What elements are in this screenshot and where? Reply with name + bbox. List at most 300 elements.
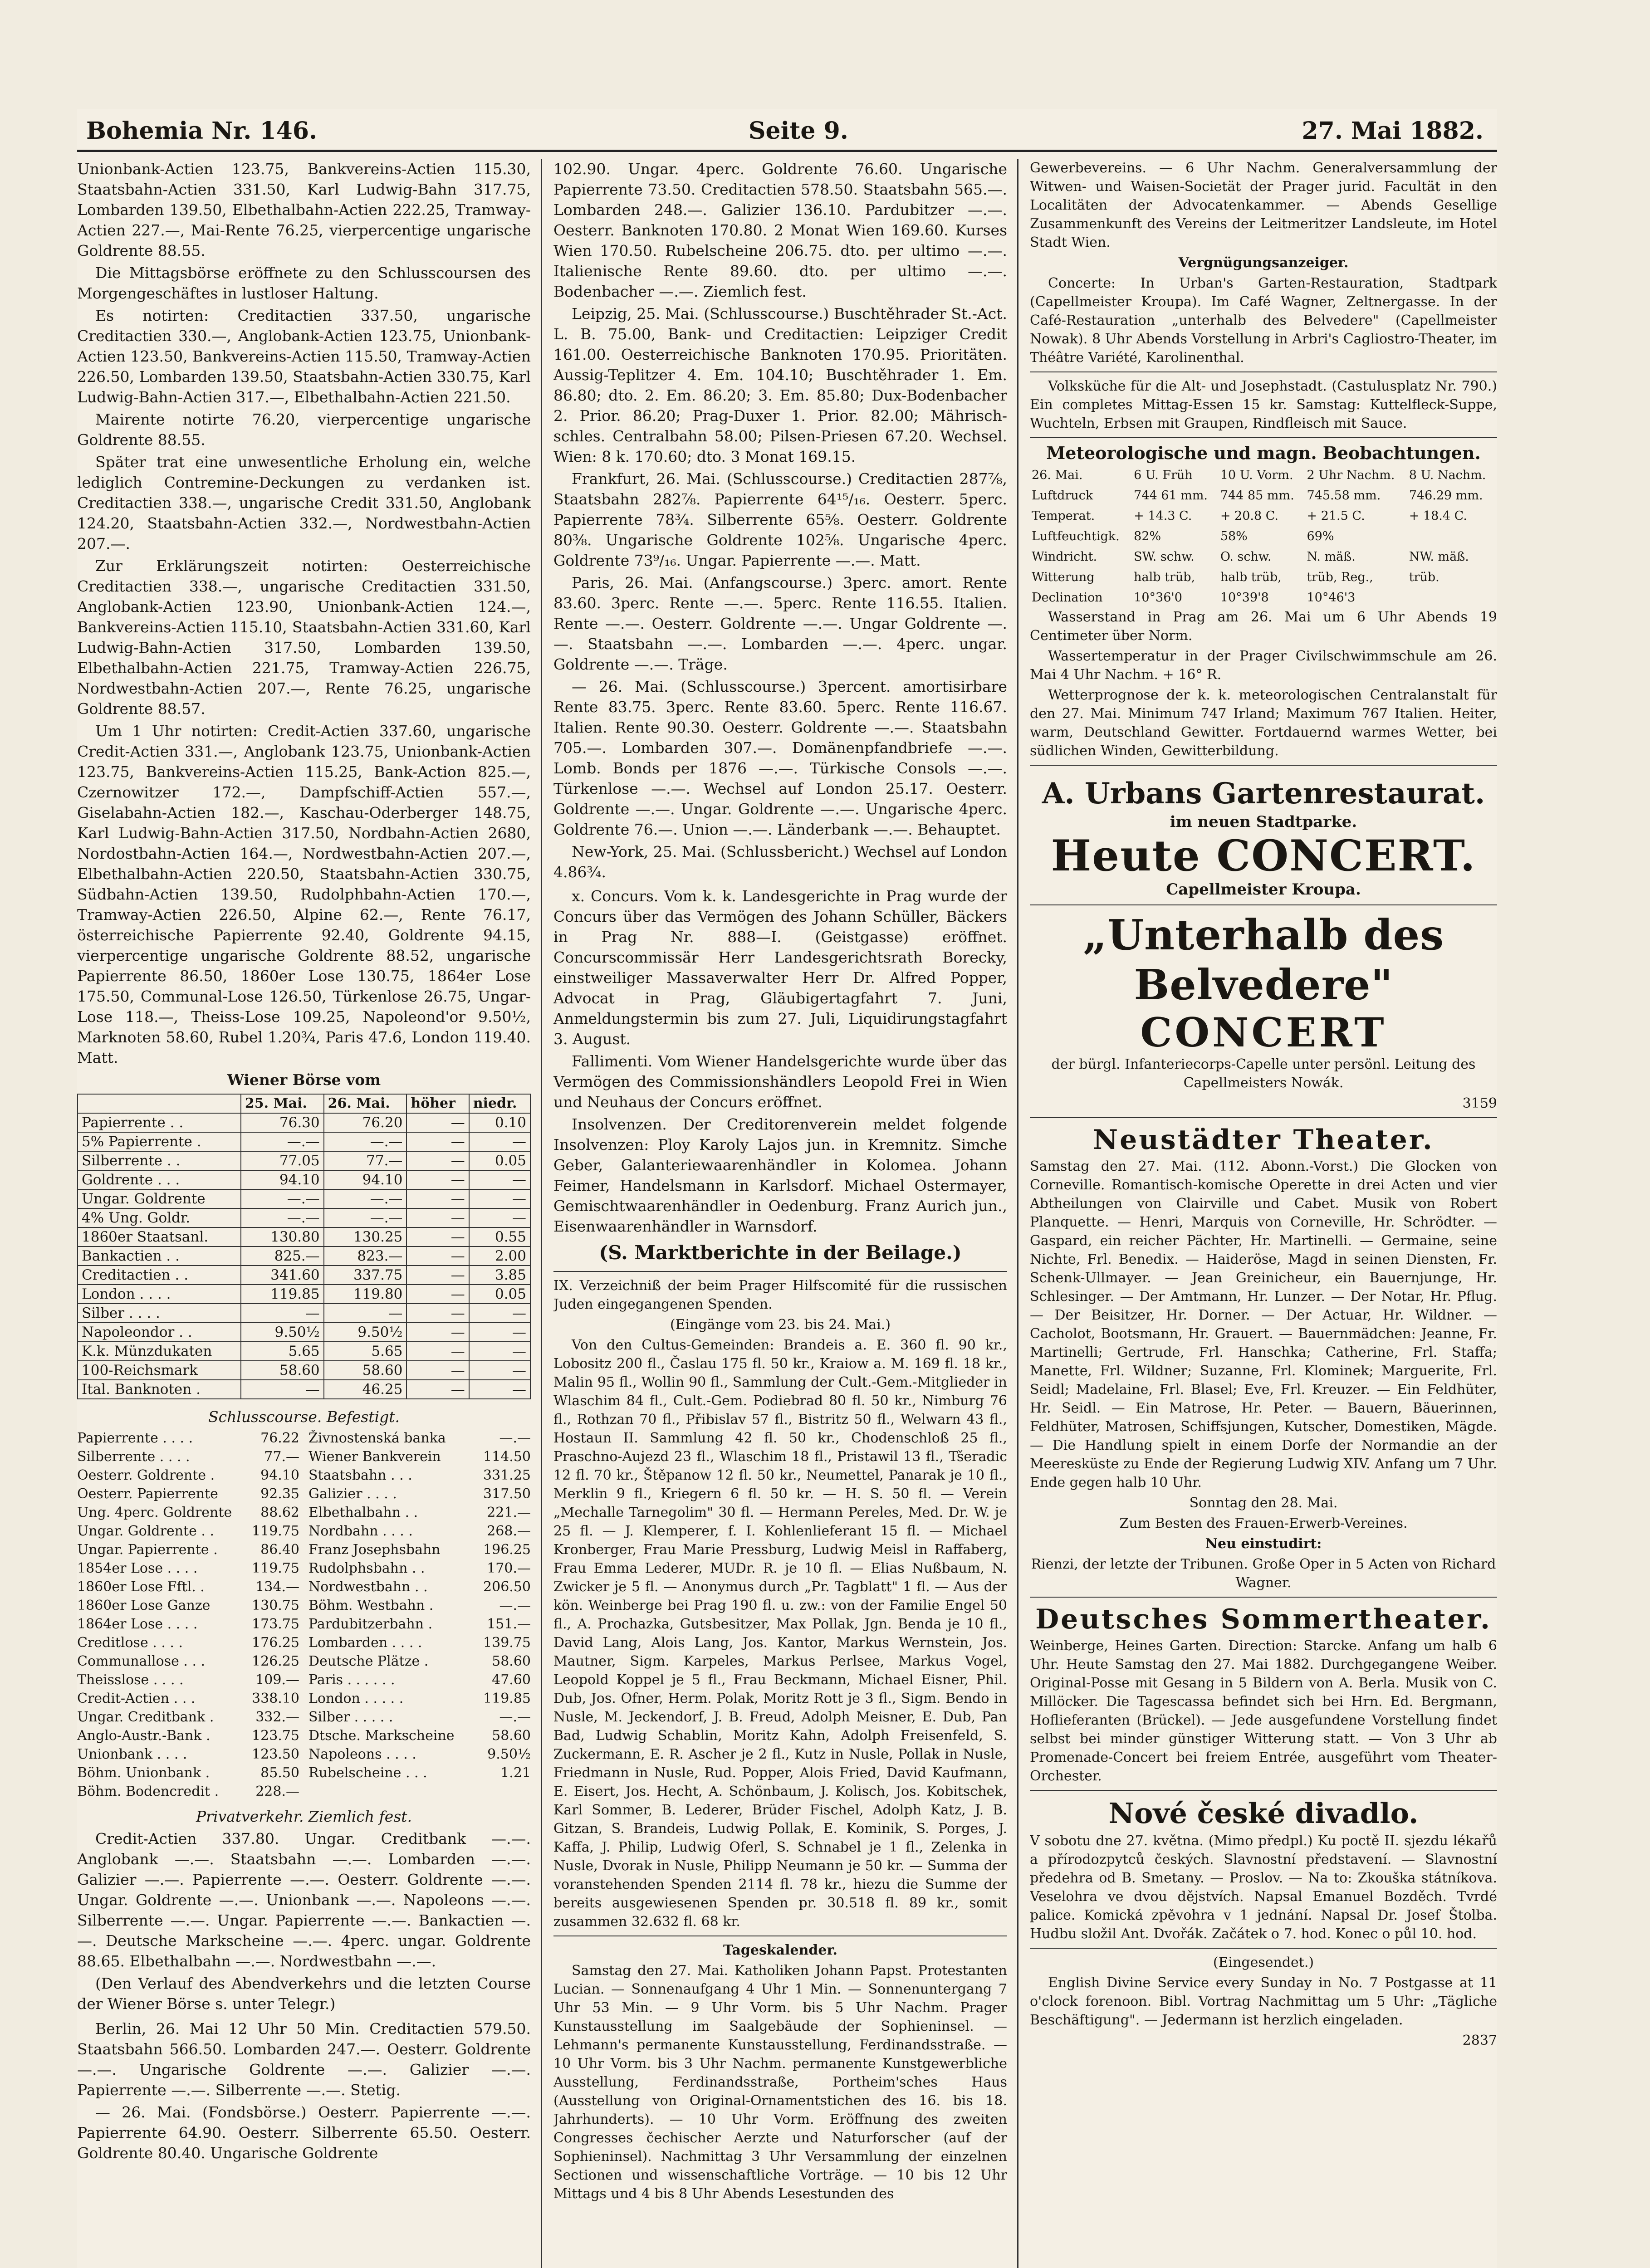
list-item-pair (308, 1764, 531, 1782)
table-cell: 5.65 (241, 1342, 324, 1361)
list-item-label: 1864er Lose . . . . (77, 1616, 198, 1632)
list-item (77, 1615, 531, 1633)
divider (1030, 1597, 1497, 1598)
table-cell: 94.10 (324, 1170, 407, 1189)
table-row (78, 1246, 530, 1266)
list-item-pair (308, 1726, 531, 1745)
table-row (78, 1361, 530, 1380)
table-row (78, 1189, 530, 1208)
list-item (77, 1689, 531, 1708)
header-page-number: Seite 9. (749, 117, 848, 145)
list-item-pair (308, 1578, 531, 1596)
table-cell: 744 61 mm. (1134, 489, 1208, 503)
table-cell: 10 U. Vorm. (1220, 468, 1293, 482)
table-row (78, 1285, 530, 1304)
text-paragraph: Frankfurt, 26. Mai. (Schlusscourse.) Creditactien 287⅞, Staatsbahn 282⅞. Papierrente 64¹⁵/₁₆. Oesterr. 5perc. Papierrente 78¾. Silberrente 65⅝. Oesterr. Goldrente 80⅜. Ungarische Goldrente 102⅝. Ungarische 4perc. Goldrente 73⁹/₁₆. Ungar. Papierrente —.—. Matt. (553, 470, 1007, 569)
list-item-pair (77, 1540, 299, 1559)
text-paragraph: Um 1 Uhr notirten: Credit-Actien 337.60, ungarische Credit-Actien 331.—, Anglobank 123.75, Unionbank-Actien 123.75, Bankvereins-Actien 115.25, Bank-Action 825.—, Czernowitzer 172.—, Dampfschiff-Actien 557.—, Giselabahn-Actien 182.—, Kaschau-Oderberger 148.75, Karl Ludwig-Bahn-Actien 317.50, Nordbahn-Actien 2680, Nordostbahn-Actien 164.—, Nordwestbahn-Actien 207.—, Elbethalbahn-Actien 220.50, Staatsbahn-Actien 330.75, Südbahn-Actien 139.50, Rudolphbahn-Actien 170.—, Tramway-Actien 226.50, Alpine 62.—, Rente 76.17, österreichische Papierrente 92.40, Goldrente 94.15, vierpercentige ungarische Goldrente 88.52, ungarische Papierrente 86.50, 1860er Lose 130.75, 1864er Lose 175.50, Communal-Lose 126.50, Türkenlose 26.75, Ungar-Lose 118.—, Theiss-Lose 109.25, Napoleond'or 9.50½, Marknoten 58.60, Rubel 1.20¾, Paris 47.6, London 119.40. Matt. (77, 722, 531, 1066)
table-cell: — (469, 1189, 530, 1208)
list-item-pair (308, 1615, 531, 1633)
table-row (78, 1227, 530, 1246)
list-item (77, 1633, 531, 1652)
meteo-table (1030, 465, 1497, 608)
list-item-label: Böhm. Unionbank . (77, 1765, 210, 1781)
table-header-cell: höher (406, 1094, 469, 1113)
table-cell: — (406, 1246, 469, 1266)
list-item-label: London . . . . . (308, 1691, 404, 1706)
list-item-value: 176.25 (252, 1635, 299, 1651)
list-item-pair (308, 1633, 531, 1652)
divider (1030, 371, 1497, 372)
table-cell: — (406, 1361, 469, 1380)
list-item-pair (308, 1503, 531, 1522)
list-item (77, 1652, 531, 1671)
divider (1030, 437, 1497, 438)
table-cell: 0.05 (469, 1151, 530, 1170)
section-title: Privatverkehr. Ziemlich fest. (196, 1808, 412, 1825)
table-cell: 119.80 (324, 1285, 407, 1304)
theater-line: Sonntag den 28. Mai. (1189, 1495, 1338, 1511)
text-paragraph: — 26. Mai. (Schlusscourse.) 3percent. amortisirbare Rente 83.75. 3perc. Rente 83.60. 5perc. Rente 116.67. Italien. Rente 90.30. Oesterr. Goldrente —.—. Staatsbahn 705.—. Lombarden 307.—. Domänenpfandbriefe —.—. Lomb. Bonds per 1876 —.—. Türkische Consols —.—. Türkenlose —.—. Wechsel auf London 25.17. Oesterr. Goldrente —.—. Ungar. Goldrente —.—. Ungarische 4perc. Goldrente 76.—. Union —.—. Länderbank —.—. Behauptet. (553, 678, 1007, 838)
ad-belvedere (1030, 910, 1497, 1113)
list-item-value: 77.— (264, 1449, 299, 1465)
list-item-value: 76.22 (260, 1430, 299, 1446)
list-item-value: 123.50 (252, 1746, 299, 1762)
list-item-label: Silberrente . . . . (77, 1449, 190, 1465)
table-cell: —.— (241, 1189, 324, 1208)
table-row (1030, 567, 1497, 587)
list-item-value: 119.75 (252, 1560, 299, 1576)
list-item-value: 139.75 (483, 1635, 531, 1651)
table-row (1030, 587, 1497, 608)
ad-number: 3159 (1462, 1095, 1497, 1111)
section-title: IX. Verzeichniß der beim Prager Hilfscomité für die russischen Juden eingegangenen Spenden. (553, 1278, 1007, 1312)
list-item-value: 317.50 (483, 1486, 531, 1502)
list-item-label: Oesterr. Papierrente (77, 1486, 218, 1502)
table-cell: — (469, 1208, 530, 1227)
list-item-value: 126.25 (252, 1653, 299, 1669)
theater-line: Zum Besten des Frauen-Erwerb-Vereines. (1119, 1515, 1408, 1531)
table-cell: — (469, 1342, 530, 1361)
list-item (77, 1745, 531, 1764)
list-item-label: Dtsche. Markscheine (308, 1728, 455, 1744)
list-item (77, 1522, 531, 1540)
list-item-label: Creditlose . . . . (77, 1635, 183, 1651)
table-cell: trüb, Reg., (1307, 570, 1373, 584)
list-item-label: 1854er Lose . . . . (77, 1560, 198, 1576)
table-cell: Ital. Banknoten . (78, 1380, 241, 1399)
eingesendet-text: English Divine Service every Sunday in No. 7 Postgasse at 11 o'clock forenoon. Bibl. Vortrag Nachmittag um 5 Uhr: „Tägliche Beschäftigung". — Jedermann ist herzlich eingeladen. (1030, 1975, 1497, 2028)
text-paragraph: 102.90. Ungar. 4perc. Goldrente 76.60. Ungarische Papierrente 73.50. Creditactien 578.50. Staatsbahn 565.—. Lombarden 248.—. Galizier 136.10. Pardubitzer —.—. Oesterr. Banknoten 170.80. 2 Monat Wien 169.60. Kurses Wien 170.50. Rubelscheine 206.75. dto. per ultimo —.—. Italienische Rente 89.60. dto. per ultimo —.—. Bodenbacher —.—. Ziemlich fest. (553, 160, 1007, 300)
section-subtitle: (Eingänge vom 23. bis 24. Mai.) (670, 1317, 891, 1333)
table-cell: 130.25 (324, 1227, 407, 1246)
list-item-value: —.— (499, 1430, 531, 1446)
table-cell: — (406, 1151, 469, 1170)
table-cell: Silber . . . . (78, 1304, 241, 1323)
table-cell: London . . . . (78, 1285, 241, 1304)
table-cell: — (469, 1132, 530, 1151)
table-cell: —.— (324, 1189, 407, 1208)
list-item-label: Lombarden . . . . (308, 1635, 422, 1651)
list-item-label: Nordbahn . . . . (308, 1523, 413, 1539)
list-item (77, 1503, 531, 1522)
table-row (78, 1132, 530, 1151)
section-title: Tageskalender. (723, 1942, 837, 1958)
table-cell: Napoleondor . . (78, 1323, 241, 1342)
section-title: Meteorologische und magn. Beobachtungen. (1046, 443, 1481, 463)
table-cell: 58.60 (324, 1361, 407, 1380)
table-cell: 5.65 (324, 1342, 407, 1361)
list-item-label: Deutsche Plätze . (308, 1653, 429, 1669)
table-body (78, 1113, 530, 1399)
list-item-pair (308, 1671, 531, 1689)
ad-urban-title: A. Urbans Gartenrestaurat. (1042, 777, 1485, 811)
ad-number: 2837 (1462, 2033, 1497, 2048)
list-item-label: Böhm. Westbahn . (308, 1598, 434, 1613)
list-item-pair (308, 1745, 531, 1764)
newspaper-page (77, 109, 1497, 2268)
table-cell: 10°36'0 (1134, 591, 1182, 605)
table-cell: —.— (241, 1132, 324, 1151)
table-row (78, 1342, 530, 1361)
list-item-value: 88.62 (260, 1505, 299, 1520)
list-item-pair (77, 1596, 299, 1615)
table-cell: — (469, 1380, 530, 1399)
eingesendet-title: (Eingesendet.) (1213, 1955, 1314, 1970)
list-item-value: 47.60 (492, 1672, 531, 1688)
text-paragraph: Concerte: In Urban's Garten-Restauration, Stadtpark (Capellmeister Kroupa). Im Café Wagner, Zeltnergasse. In der Café-Restauration „unterhalb des Belvedere" (Capellmeister Nowak). 8 Uhr Abends Vorstellung in Arbri's Cagliostro-Theater, im Théâtre Variété, Karolinenthal. (1030, 275, 1497, 366)
list-item-value: 338.10 (252, 1691, 299, 1706)
text-paragraph: Gewerbevereins. — 6 Uhr Nachm. Generalversammlung der Witwen- und Waisen-Societät der Prager jurid. Facultät in den Localitäten der Advocatenkammer. — Abends Gesellige Zusammenkunft des Vereins der Leitmeritzer Landsleute, im Hotel Stadt Wien. (1030, 160, 1497, 250)
list-item (77, 1485, 531, 1503)
text-paragraph: Berlin, 26. Mai 12 Uhr 50 Min. Creditactien 579.50. Staatsbahn 566.50. Lombarden 247.—. Oesterr. Goldrente —.—. Ungarische Goldrente —.—. Galizier —.—. Papierrente —.—. Silberrente —.—. Stetig. (77, 2020, 531, 2099)
list-item-label: Galizier . . . . (308, 1486, 397, 1502)
table-cell: 82% (1134, 529, 1161, 543)
list-item-pair (77, 1633, 299, 1652)
list-item-pair (308, 1708, 531, 1726)
table-cell: SW. schw. (1134, 550, 1195, 564)
list-item-value: 123.75 (252, 1728, 299, 1744)
table-cell: —.— (241, 1208, 324, 1227)
divider (1030, 1117, 1497, 1118)
list-item-label: Ungar. Goldrente . . (77, 1523, 215, 1539)
list-item-pair (308, 1522, 531, 1540)
table-cell: —.— (324, 1132, 407, 1151)
table-header-cell: 25. Mai. (241, 1094, 324, 1113)
list-item-pair (77, 1764, 299, 1782)
list-item-label: Elbethalbahn . . (308, 1505, 418, 1520)
table-cell: — (469, 1323, 530, 1342)
table-cell: — (406, 1304, 469, 1323)
sommer-theater-title: Deutsches Sommertheater. (1035, 1603, 1492, 1635)
text-paragraph: Mairente notirte 76.20, vierpercentige ungarische Goldrente 88.55. (77, 411, 531, 449)
table-cell: + 20.8 C. (1220, 509, 1279, 523)
list-item-value: 332.— (255, 1709, 299, 1725)
text-paragraph: Insolvenzen. Der Creditorenverein meldet folgende Insolvenzen: Ploy Karoly Lajos jun. in Kremnitz. Simche Geber, Galanteriewaarenhändler in Kolomea. Johann Feimer, Handelsmann in Karlsdorf. Michael Ostermayer, Gemischtwaarenhändler in Oedenburg. Franz Aurich jun., Eisenwaarenhändler in Warnsdorf. (553, 1115, 1007, 1235)
list-item-label: Živnostenská banka (308, 1430, 446, 1446)
list-item-value: 119.85 (483, 1691, 531, 1706)
table-cell: —.— (324, 1208, 407, 1227)
list-item-value: 85.50 (260, 1765, 299, 1781)
list-item-value: —.— (499, 1598, 531, 1613)
table-header-cell: niedr. (469, 1094, 530, 1113)
table-cell: 46.25 (324, 1380, 407, 1399)
table-cell: — (324, 1304, 407, 1323)
table-cell: + 14.3 C. (1134, 509, 1192, 523)
table-cell: 69% (1307, 529, 1334, 543)
table-cell: 26. Mai. (1032, 468, 1083, 482)
list-item-label: Oesterr. Goldrente . (77, 1467, 215, 1483)
list-item-pair (308, 1485, 531, 1503)
list-item-label: Pardubitzerbahn . (308, 1616, 433, 1632)
schluss-list (77, 1429, 531, 1801)
list-item-label: 1860er Lose Fftl. . (77, 1579, 205, 1595)
table-cell: + 18.4 C. (1409, 509, 1467, 523)
table-cell: 77.— (324, 1151, 407, 1170)
text-paragraph: x. Concurs. Vom k. k. Landesgerichte in Prag wurde der Concurs über das Vermögen des Johann Schüller, Bäckers in Prag Nr. 888—I. (Geistgasse) eröffnet. Concurscommissär Herr Landesgerichtsrath Borecky, einstweiliger Massaverwalter Herr Dr. Alfred Popper, Advocat in Prag, Gläubigertagfahrt 7. Juni, Anmeldungstermin bis zum 27. Juli, Liquidirungstagfahrt 3. August. (553, 887, 1007, 1048)
list-item-label: Papierrente . . . . (77, 1430, 193, 1446)
list-item-value: 331.25 (483, 1467, 531, 1483)
ad-urban-subtitle: im neuen Stadtparke. (1170, 813, 1357, 831)
text-paragraph: (Den Verlauf des Abendverkehrs und die letzten Course der Wiener Börse s. unter Telegr.) (77, 1975, 531, 2013)
column-rule (1017, 159, 1018, 2268)
text-paragraph: Später trat eine unwesentliche Erholung ein, welche lediglich Contremine-Deckungen zu verdanken ist. Creditactien 338.—, ungarische Credit 331.50, Anglobank 124.20, Staatsbahn-Actien 332.—, Nordwestbahn-Actien 207.—. (77, 453, 531, 552)
text-paragraph: Die Mittagsbörse eröffnete zu den Schlusscoursen des Morgengeschäftes in lustloser Haltung. (77, 264, 531, 302)
table-row (1030, 506, 1497, 526)
ad-urban-concert: Heute CONCERT. (1051, 831, 1476, 881)
table-cell: Windricht. (1032, 550, 1097, 564)
list-item-label: Napoleons . . . . (308, 1746, 416, 1762)
list-item (77, 1540, 531, 1559)
table-cell: 5% Papierrente . (78, 1132, 241, 1151)
divider (553, 1271, 1007, 1272)
list-item-value: 151.— (487, 1616, 531, 1632)
table-cell: — (406, 1342, 469, 1361)
list-item-value: 58.60 (492, 1653, 531, 1669)
ad-belvedere-text: der bürgl. Infanteriecorps-Capelle unter persönl. Leitung des Capellmeisters Nowák. (1051, 1056, 1476, 1091)
section-title: Schlusscourse. Befestigt. (208, 1408, 400, 1426)
table-cell: 76.30 (241, 1113, 324, 1132)
list-item-pair (308, 1689, 531, 1708)
table-cell: 2 Uhr Nachm. (1307, 468, 1395, 482)
table-cell (1407, 587, 1497, 608)
table-cell: 0.05 (469, 1285, 530, 1304)
table-cell: — (241, 1380, 324, 1399)
list-item-pair (308, 1466, 531, 1485)
table-cell: Witterung (1032, 570, 1095, 584)
list-item-value: 268.— (487, 1523, 531, 1539)
table-cell: — (469, 1170, 530, 1189)
divider (1030, 765, 1497, 766)
list-item-pair (77, 1671, 299, 1689)
table-cell: 58.60 (241, 1361, 324, 1380)
list-item-pair (77, 1522, 299, 1540)
table-cell: 744 85 mm. (1220, 489, 1294, 503)
list-item-pair (77, 1726, 299, 1745)
table-cell: 0.55 (469, 1227, 530, 1246)
table-title: Wiener Börse vom (227, 1071, 381, 1089)
table-cell: 746.29 mm. (1409, 489, 1483, 503)
table-cell: 341.60 (241, 1266, 324, 1285)
list-item-label: Rudolphsbahn . . (308, 1560, 425, 1576)
list-item-pair (77, 1652, 299, 1671)
table-cell: — (406, 1208, 469, 1227)
list-item (77, 1578, 531, 1596)
table-cell: Goldrente . . . (78, 1170, 241, 1189)
text-paragraph: Unionbank-Actien 123.75, Bankvereins-Actien 115.30, Staatsbahn-Actien 331.50, Karl Ludwig-Bahn 317.75, Lombarden 139.50, Elbethalbahn-Actien 222.25, Tramway-Actien 227.—, Mai-Rente 76.25, vierpercentige ungarische Goldrente 88.55. (77, 160, 531, 259)
list-item-label: Franz Josephsbahn (308, 1542, 441, 1558)
list-item (77, 1726, 531, 1745)
text-paragraph: — 26. Mai. (Fondsbörse.) Oesterr. Papierrente —.—. Papierrente 64.90. Oesterr. Silberrente 65.50. Oesterr. Goldrente 80.40. Ungarische Goldrente (77, 2103, 531, 2162)
header-date: 27. Mai 1882. (1302, 117, 1484, 145)
table-cell: 130.80 (241, 1227, 324, 1246)
table-cell: 8 U. Nachm. (1409, 468, 1486, 482)
divider (1030, 1790, 1497, 1791)
list-item-label: Anglo-Austr.-Bank . (77, 1728, 211, 1744)
table-row (78, 1208, 530, 1227)
list-item-value: 170.— (487, 1560, 531, 1576)
cz-theater-text: V sobotu dne 27. května. (Mimo předpl.) Ku poctě II. sjezdu lékařů a přírodozpytců českých. Slavnostní představení. — Slavnostní předehra od B. Smetany. — Proslov. — Na to: Zkouška státníkova. Veselohra ve dvou dějstvích. Napsal Emanuel Bozděch. Tvrdé palice. Komická zpěvohra v 1 jednání. Napsal Dr. Josef Štolba. Hudbu složil Ant. Dvořák. Začátek o 7. hod. Konec o půl 10. hod. (1030, 1833, 1497, 1942)
ad-urban (1030, 776, 1497, 900)
table-cell: 119.85 (241, 1285, 324, 1304)
list-item-value: —.— (499, 1709, 531, 1725)
cz-theater-title: Nové české divadlo. (1108, 1797, 1419, 1830)
table-row (1030, 485, 1497, 506)
text-paragraph: New-York, 25. Mai. (Schlussbericht.) Wechsel auf London 4.86¾. (553, 843, 1007, 881)
text-paragraph: Volksküche für die Alt- und Josephstadt. (Castulusplatz Nr. 790.) Ein completes Mittag-Essen 15 kr. Samstag: Kuttelfleck-Suppe, Wuchteln, Erbsen mit Graupen, Rindfleisch mit Sauce. (1030, 378, 1497, 431)
list-item-value: 114.50 (483, 1449, 531, 1465)
list-item-label: Rubelscheine . . . (308, 1765, 427, 1781)
table-cell: 77.05 (241, 1151, 324, 1170)
table-cell: NW. mäß. (1409, 550, 1469, 564)
list-item-pair (77, 1615, 299, 1633)
list-item-pair (77, 1745, 299, 1764)
table-cell: — (406, 1170, 469, 1189)
table-row (78, 1151, 530, 1170)
text-paragraph: Es notirten: Creditactien 337.50, ungarische Creditactien 330.—, Anglobank-Actien 123.75, Unionbank-Actien 123.50, Bankvereins-Actien 115.50, Tramway-Actien 226.50, Lombarden 139.50, Staatsbahn-Actien 330.75, Karl Ludwig-Bahn-Actien 317.—, Elbethalbahn-Actien 221.50. (77, 307, 531, 406)
table-cell (1407, 526, 1497, 547)
column-1 (77, 159, 531, 2268)
text-paragraph: Wasserstand in Prag am 26. Mai um 6 Uhr Abends 19 Centimeter über Norm. (1030, 609, 1497, 644)
theater-line: Rienzi, der letzte der Tribunen. Große Oper in 5 Acten von Richard Wagner. (1031, 1556, 1496, 1591)
table-row (78, 1380, 530, 1399)
list-item-value: 228.— (255, 1784, 299, 1799)
table-cell: 9.50½ (241, 1323, 324, 1342)
list-item-value: 109.— (255, 1672, 299, 1688)
list-item-label: Theisslose . . . . (77, 1672, 184, 1688)
table-cell: 745.58 mm. (1307, 489, 1381, 503)
list-item-pair (308, 1540, 531, 1559)
list-item-value: 58.60 (492, 1728, 531, 1744)
meteo-table-wrap (1030, 465, 1497, 608)
list-item-value: 92.35 (260, 1486, 299, 1502)
list-item-value: 119.75 (252, 1523, 299, 1539)
text-paragraph: Von den Cultus-Gemeinden: Brandeis a. E. 360 fl. 90 kr., Lobositz 200 fl., Časlau 175 fl. 50 kr., Kraiow a. M. 169 fl. 18 kr., Malin 95 fl., Wollin 90 fl., Sammlung der Cult.-Gem.-Mitglieder in Wlaschim 84 fl., Cult.-Gem. Podiebrad 80 fl. 50 kr., Nimburg 76 fl., Rothzan 70 fl., Přibislav 57 fl., Bistritz 50 fl., Welwarn 43 fl., Hostaun II. Sammlung 42 fl. 50 kr., Chodenschloß 25 fl., Praschno-Aujezd 23 fl., Wlaschim 18 fl., Pristawil 13 fl., Tšeradic 12 fl. 70 kr., Štěpanow 12 fl. 50 kr., Neumettel, Panarak je 10 fl., Merklin 9 fl., Kriegern 6 fl. 50 kr. — H. S. 50 fl. — Verein „Mechalle Tarnegolim" 30 fl. — Hermann Pereles, Med. Dr. W. je 25 fl. — J. Klemperer, f. I. Kohlenlieferant 15 fl. — Michael Kronberger, Frau Marie Pressburg, Ludwig Meisl in Raffaberg, Frau Emma Lederer, MUDr. R. je 10 fl. — Elias Nußbaum, N. Zwicker je 5 fl. — Anonymus durch „Pr. Tagblatt" 1 fl. — Aus der kön. Weinberge bei Prag 190 fl. u. zw.: von der Familie Engel 50 fl., A. Prochazka, Gutsbesitzer, Max Pollak, Jgn. Benda je 10 fl., David Lang, Alois Lang, Jos. Kantor, Markus Wernstein, Jos. Mautner, Sigm. Karpeles, Markus Perlsee, Markus Vogel, Leopold Koppel je 5 fl., Frau Beckmann, Michael Eisner, Phil. Dub, Jos. Ofner, Herm. Polak, Moritz Rott je 3 fl., Sigm. Bendo in Nusle, M. Jeckendorf, J. B. Freud, Adolph Meisner, E. Dub, Pan Bad, Ludwig Schablin, Moritz Kahn, Adolph Freisenfeld, S. Zuckermann, E. R. Ascher je 2 fl., Kutz in Nusle, Pollak in Nusle, Friedmann in Nusle, Rud. Popper, Alois Fried, David Kaufmann, E. Eisert, Jos. Hecht, A. Schönbaum, J. Kolisch, Jos. Kobitschek, Karl Sommer, B. Lederer, Brüder Fischel, Adolph Katz, J. B. Gitzan, S. Brandeis, Ludwig Pollak, E. Kominik, S. Porges, J. Kaffa, J. Philip, Ludwig Oferl, S. Schnabel je 1 fl., Zelenka in Nusle, Dvorak in Nusle, Philipp Neumann je 50 kr. — Summa der voranstehenden Spenden 2114 fl. 78 kr., hiezu die Summe der bereits ausgewiesenen Spenden pr. 30.518 fl. 89 kr., somit zusammen 32.632 fl. 68 kr. (553, 1337, 1007, 1930)
table-cell: 10°39'8 (1220, 591, 1269, 605)
list-item-pair (308, 1559, 531, 1578)
theater-title: Neustädter Theater. (1093, 1124, 1434, 1156)
list-item-label: Ungar. Papierrente . (77, 1542, 218, 1558)
table-cell: Ungar. Goldrente (78, 1189, 241, 1208)
list-item (77, 1596, 531, 1615)
theater-text: Samstag den 27. Mai. (112. Abonn.-Vorst.) Die Glocken von Corneville. Romantisch-komische Operette in drei Acten und vier Abtheilungen von Clairville und Cabet. Musik von Robert Planquette. — Henri, Marquis von Corneville, Hr. Schrödter. — Gaspard, ein reicher Pächter, Hr. Martinelli. — Germaine, seine Nichte, Frl. Benedix. — Haideröse, Magd in seinen Diensten, Fr. Schenk-Ullmayer. — Jean Greinicheur, ein Bauernjunge, Hr. Schlesinger. — Der Amtmann, Hr. Lunzer. — Der Notar, Hr. Pflug. — Der Beisitzer, Hr. Dorner. — Der Actuar, Hr. Wildner. — Cacholot, Bootsmann, Hr. Grauert. — Bauernmädchen: Jeanne, Fr. Martinelli; Gertrude, Frl. Hanschka; Catherine, Frl. Staffa; Manette, Frl. Wildner; Suzanne, Frl. Klominek; Marguerite, Frl. Seidl; Madelaine, Frl. Blasel; Eve, Frl. Kreuzer. — Ein Feldhüter, Hr. Seidl. — Ein Matrose, Hr. Peter. — Bauern, Bäuerinnen, Feldhüter, Matrosen, Schiffsjungen, Kutscher, Domestiken, Mägde. — Die Handlung spielt in einem Dorfe der Normandie an der Meeresküste zu Ende der Regierung Ludwig XIV. Anfang um 7 Uhr. Ende gegen halb 10 Uhr. (1030, 1158, 1497, 1491)
list-item-pair (308, 1596, 531, 1615)
table-cell: 76.20 (324, 1113, 407, 1132)
table-cell: 6 U. Früh (1134, 468, 1193, 482)
list-item-pair (77, 1578, 299, 1596)
list-item-value: 206.50 (483, 1579, 531, 1595)
list-item-label: Nordwestbahn . . (308, 1579, 428, 1595)
table-cell: Bankactien . . (78, 1246, 241, 1266)
ad-belvedere-title: „Unterhalb des Belvedere" (1083, 910, 1444, 1009)
list-item-pair (77, 1447, 299, 1466)
table-row (78, 1304, 530, 1323)
text-paragraph: Wetterprognose der k. k. meteorologischen Centralanstalt für den 27. Mai. Minimum 747 Irland; Maximum 767 Italien. Heiter, warm, Deutschland Gewitter. Fortdauernd warmes Wetter, bei südlichen Winden, Gewitterbildung. (1030, 687, 1497, 759)
list-item (77, 1782, 531, 1801)
table-cell: — (406, 1227, 469, 1246)
boerse-table (77, 1094, 531, 1399)
sommer-theater-text: Weinberge, Heines Garten. Direction: Starcke. Anfang um halb 6 Uhr. Heute Samstag den 27. Mai 1882. Durchgegangene Weiber. Original-Posse mit Gesang in 5 Bildern von A. Berla. Musik von C. Millöcker. Die Tagescassa befindet sich bei Hrn. Ed. Bergmann, Hoflieferanten (Brückel). — Jede ausgefundene Vorstellung findet selbst bei minder günstiger Witterung statt. — Von 3 Uhr ab Promenade-Concert bei freiem Entrée, ausgeführt vom Theater-Orchester. (1030, 1638, 1497, 1784)
table-cell: Creditactien . . (78, 1266, 241, 1285)
table-cell: — (469, 1361, 530, 1380)
table-cell: 58% (1220, 529, 1248, 543)
markt-notice: (S. Marktberichte in der Beilage.) (599, 1242, 962, 1264)
list-item-pair (77, 1429, 299, 1447)
list-item-value: 130.75 (252, 1598, 299, 1613)
list-item-value: 134.— (255, 1579, 299, 1595)
divider (1030, 1948, 1497, 1949)
list-item-pair (308, 1447, 531, 1466)
table-cell: — (406, 1285, 469, 1304)
table-cell: 823.— (324, 1246, 407, 1266)
text-paragraph: Fallimenti. Vom Wiener Handelsgerichte wurde über das Vermögen des Commissionshändlers Leopold Frei in Wien und Neuhaus der Concurs eröffnet. (553, 1052, 1007, 1111)
list-item-label: Böhm. Bodencredit . (77, 1784, 219, 1799)
table-cell: 825.— (241, 1246, 324, 1266)
table-cell: halb trüb, (1220, 570, 1282, 584)
table-cell: N. mäß. (1307, 550, 1356, 564)
table-row (78, 1113, 530, 1132)
list-item-label: Wiener Bankverein (308, 1449, 441, 1465)
text-paragraph: Leipzig, 25. Mai. (Schlusscourse.) Buschtěhrader St.-Act. L. B. 75.00, Bank- und Creditactien: Leipziger Credit 161.00. Oesterreichische Banknoten 170.95. Prioritäten. Aussig-Teplitzer 4. Em. 104.10; Buschtěhrader 1. Em. 86.80; dto. 2. Em. 86.20; 3. Em. 85.80; Dux-Bodenbacher 2. Prior. 86.20; Prag-Duxer 1. Prior. 82.00; Mährisch-schles. Centralbahn 58.00; Pilsen-Priesen 67.20. Wechsel. Wien: 8 k. 170.60; dto. 3 Monat 169.15. (553, 305, 1007, 465)
list-item (77, 1429, 531, 1447)
table-cell: 3.85 (469, 1266, 530, 1285)
list-item-value: 9.50½ (487, 1746, 531, 1762)
list-item-label: Unionbank . . . . (77, 1746, 187, 1762)
theater-line: Neu einstudirt: (1205, 1536, 1322, 1552)
table-cell: Declination (1032, 591, 1103, 605)
list-item-pair (308, 1782, 531, 1801)
table-cell: 2.00 (469, 1246, 530, 1266)
table-cell: Temperat. (1032, 509, 1095, 523)
text-paragraph: Wassertemperatur in der Prager Civilschwimmschule am 26. Mai 4 Uhr Nachm. + 16° R. (1030, 648, 1497, 683)
text-paragraph: Paris, 26. Mai. (Anfangscourse.) 3perc. amort. Rente 83.60. 3perc. Rente —.—. 5perc. Rente 116.55. Italien. Rente —.—. Oesterr. Goldrente —.—. Ungar Goldrente —.—. Staatsbahn —.—. Lombarden —.—. 4perc. ungar. Goldrente —.—. Träge. (553, 574, 1007, 673)
list-item-label: Silber . . . . . (308, 1709, 393, 1725)
list-item-pair (77, 1782, 299, 1801)
list-item-pair (77, 1559, 299, 1578)
table-cell: Papierrente . . (78, 1113, 241, 1132)
table-cell: — (406, 1113, 469, 1132)
list-item-value: 221.— (487, 1505, 531, 1520)
text-paragraph: Samstag den 27. Mai. Katholiken Johann Papst. Protestanten Lucian. — Sonnenaufgang 4 Uhr 1 Min. — Sonnenuntergang 7 Uhr 53 Min. — 9 Uhr Vorm. bis 5 Uhr Nachm. Prager Kunstausstellung im Saalgebäude der Sophieninsel. — Lehmann's permanente Kunstausstellung, Ferdinandsstraße. — 10 Uhr Vorm. bis 3 Uhr Nachm. permanente Kunstgewerbliche Ausstellung, Ferdinandsstraße, Portheim'sches Haus (Ausstellung von Original-Ornamentstichen des 16. bis 18. Jahrhunderts). — 10 Uhr Vorm. Eröffnung des zweiten Congresses čechischer Aerzte und Naturforscher (auf der Sophieninsel). Nachmittag 3 Uhr Versammlung der einzelnen Sectionen und wissenschaftliche Vorträge. — 10 bis 12 Uhr Mittags und 4 bis 8 Uhr Abends Lesestunden des (553, 1963, 1007, 2202)
list-item-pair (308, 1652, 531, 1671)
list-item-label: Credit-Actien . . . (77, 1691, 196, 1706)
table-cell: Silberrente . . (78, 1151, 241, 1170)
header-masthead: Bohemia Nr. 146. (86, 117, 318, 145)
table-cell: K.k. Münzdukaten (78, 1342, 241, 1361)
list-item (77, 1708, 531, 1726)
table-cell: 4% Ung. Goldr. (78, 1208, 241, 1227)
table-row (1030, 465, 1497, 485)
